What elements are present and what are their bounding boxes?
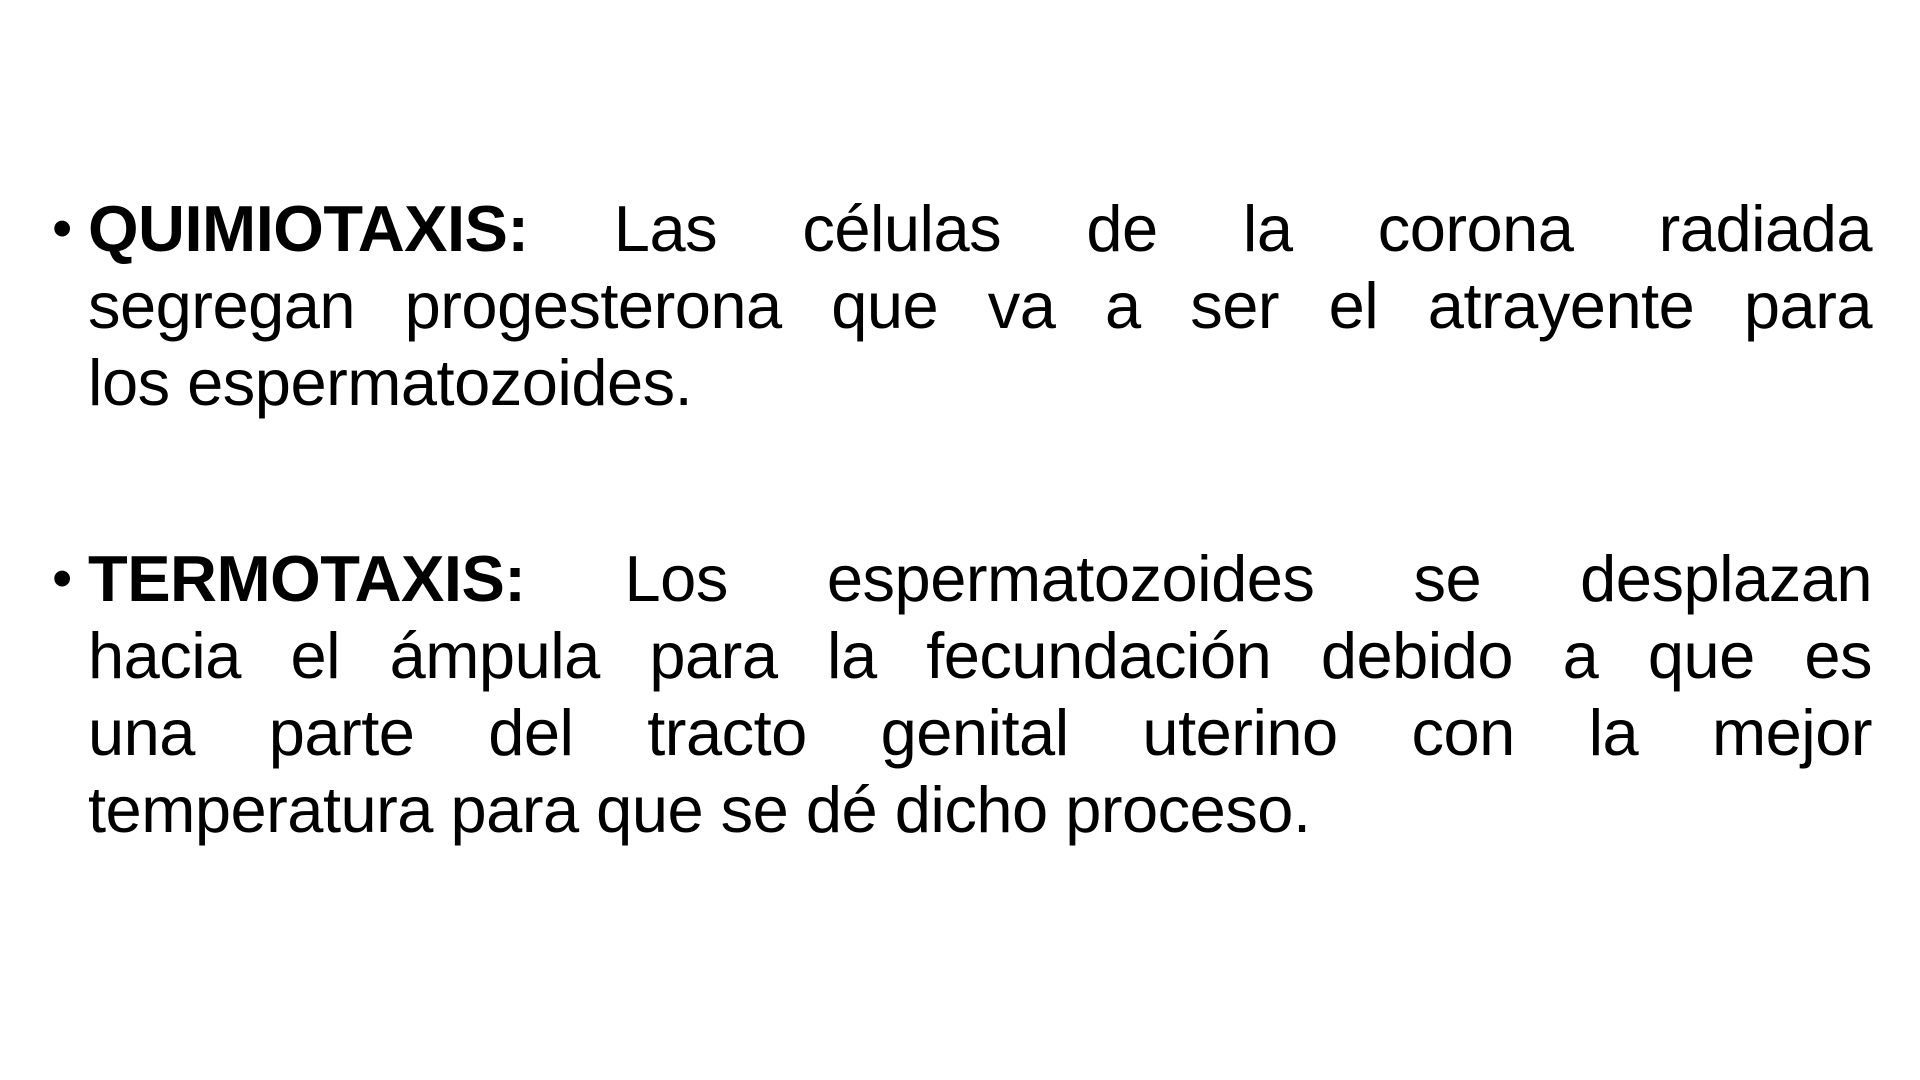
bullet-line-text: Las células de la corona radiada [613, 192, 1873, 265]
bullet-term: TERMOTAXIS: [88, 542, 526, 615]
bullet-line: hacia el ámpula para la fecundación debido a que es [88, 619, 1872, 692]
bullet-item-quimiotaxis [52, 190, 1872, 421]
bullet-paragraph [88, 190, 1872, 421]
bullet-line: segregan progesterona que va a ser el atrayente para [88, 269, 1872, 342]
bullet-paragraph [88, 540, 1872, 848]
bullet-icon: • [52, 196, 73, 261]
bullet-item-termotaxis [52, 540, 1872, 848]
bullet-line-text: Los espermatozoides se desplazan [624, 542, 1873, 615]
slide-text-content [52, 190, 1872, 848]
bullet-line: una parte del tracto genital uterino con la mejor [88, 696, 1872, 769]
bullet-line: los espermatozoides. [88, 346, 693, 419]
bullet-term: QUIMIOTAXIS: [88, 192, 529, 265]
bullet-icon: • [52, 546, 73, 611]
bullet-line: temperatura para que se dé dicho proceso. [88, 773, 1311, 846]
bullet-line [88, 190, 1872, 267]
bullet-line [88, 540, 1872, 617]
